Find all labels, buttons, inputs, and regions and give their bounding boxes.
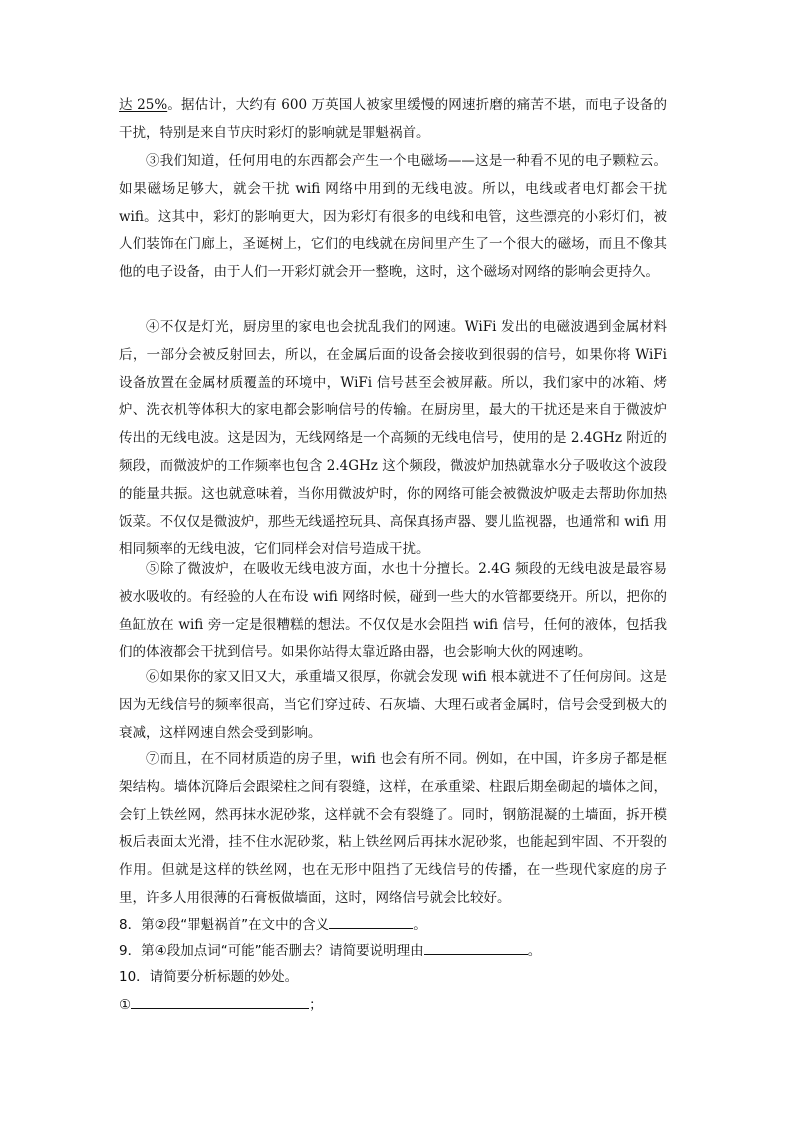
item-1-end: ； xyxy=(309,997,323,1013)
paragraph-5: ⑤除了微波炉，在吸收无线电波方面，水也十分擅长。2.4G 频段的无线电波是最容易被水吸收的。有经验的人在布设 wifi 网络时候，碰到一些大的水管都要绕开。所以，把你的鱼缸放在 wifi 旁一定是很糟糕的想法。不仅仅是水会阻挡 wifi 信号，任何的液体，包括我们的体液都会干扰到信号。如果你站得太靠近路由器，也会影响大伙的网速哟。 xyxy=(119,561,667,661)
paragraph-6: ⑥如果你的家又旧又大，承重墙又很厚，你就会发现 wifi 根本就进不了任何房间。这是因为无线信号的频率很高，当它们穿过砖、石灰墙、大理石或者金属时，信号会受到极大的衰减，这样网速自然会受到影响。 xyxy=(119,669,667,741)
question-10: 10．请简要分析标题的妙处。 xyxy=(119,969,299,985)
question-10-item-1 xyxy=(119,992,679,1018)
item-1-label: ① xyxy=(119,997,132,1013)
question-8-end: 。 xyxy=(413,917,427,933)
question-8-text: 8．第②段“罪魁祸首”在文中的含义 xyxy=(119,917,330,933)
paragraph-4: ④不仅是灯光，厨房里的家电也会扰乱我们的网速。WiFi 发出的电磁波遇到金属材料后，一部分会被反射回去，所以，在金属后面的设备会接收到很弱的信号，如果你将 WiFi 设备放置在金属材质覆盖的环境中，WiFi 信号甚至会被屏蔽。所以，我们家中的冰箱、烤炉、洗衣机等体积大的家电都会影响信号的传输。在厨房里，最大的干扰还是来自于微波炉传出的无线电波。这是因为，无线网络是一个高频的无线电信号，使用的是 2.4GHz 附近的频段，而微波炉的工作频率也包含 2.4GHz 这个频段，微波炉加热就靠水分子吸收这个波段的能量共振。这也就意味着，当你用微波炉时，你的网络可能会被微波炉吸走去帮助你加热饭菜。不仅仅是微波炉，那些无线遥控玩具、高保真扬声器、婴儿监视器，也通常和 wifi 用相同频率的无线电波，它们同样会对信号造成干扰。 xyxy=(119,319,667,558)
paragraph-2-text: 。据估计，大约有 600 万英国人被家里缓慢的网速折磨的痛苦不堪，而电子设备的干扰，特别是来自节庆时彩灯的影响就是罪魁祸首。 xyxy=(119,97,667,141)
paragraph-3: ③我们知道，任何用电的东西都会产生一个电磁场——这是一种看不见的电子颗粒云。如果磁场足够大，就会干扰 wifi 网络中用到的无线电波。所以，电线或者电灯都会干扰 wifi。这其中，彩灯的影响更大，因为彩灯有很多的电线和电管，这些漂亮的小彩灯们，被人们装饰在门廊上，圣诞树上，它们的电线就在房间里产生了一个很大的磁场，而且不像其他的电子设备，由于人们一开彩灯就会开一整晚，这时，这个磁场对网络的影响会更持久。 xyxy=(119,153,667,281)
answer-blank-9[interactable] xyxy=(424,940,528,955)
answer-blank-8[interactable] xyxy=(329,914,413,929)
question-8 xyxy=(119,912,679,938)
question-9 xyxy=(119,938,679,964)
question-9-end: 。 xyxy=(527,943,542,959)
underlined-phrase: 达 25% xyxy=(119,97,168,113)
question-9-text: 9．第④段加点词“可能”能否删去？请简要说明理由 xyxy=(119,943,424,959)
paragraph-2-tail xyxy=(119,92,667,148)
paragraph-7: ⑦而且，在不同材质造的房子里，wifi 也会有所不同。例如，在中国，许多房子都是框架结构。墙体沉降后会跟梁柱之间有裂缝，这样，在承重梁、柱跟后期垒砌起的墙体之间，会钉上铁丝网，然再抹水泥砂浆，这样就不会有裂缝了。同时，钢筋混凝的土墙面，拆开模板后表面太光滑，挂不住水泥砂浆，粘上铁丝网后再抹水泥砂浆，也能起到牢固、不开裂的作用。但就是这样的铁丝网，也在无形中阻挡了无线信号的传播，在一些现代家庭的房子里，许多人用很薄的石膏板做墙面，这时，网络信号就会比较好。 xyxy=(119,751,667,906)
answer-blank-10-1[interactable] xyxy=(131,994,309,1009)
